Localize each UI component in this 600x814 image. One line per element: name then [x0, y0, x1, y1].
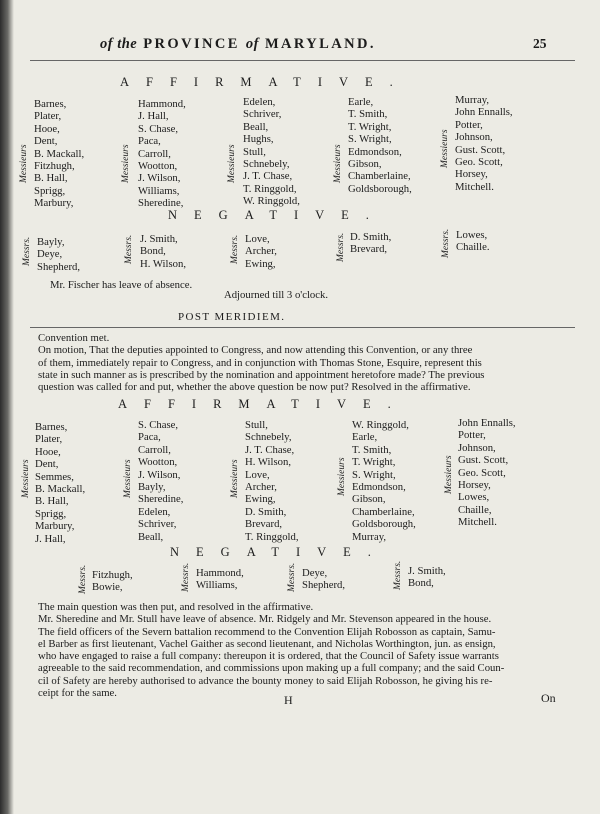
- member-name: Fitzhugh,: [34, 159, 75, 172]
- header-of: of: [245, 36, 259, 52]
- vote1-messrs-5: Messrs.: [441, 228, 451, 258]
- member-name: Plater,: [35, 433, 63, 446]
- member-name: Bowie,: [92, 581, 123, 594]
- member-name: Hooe,: [35, 445, 61, 458]
- member-name: Williams,: [138, 184, 180, 197]
- member-name: T. Smith,: [348, 108, 388, 121]
- member-name: Horsey,: [458, 478, 491, 491]
- member-name: Bayly,: [138, 480, 166, 493]
- member-name: Chamberlaine,: [348, 170, 411, 183]
- member-name: T. Wright,: [348, 120, 392, 133]
- member-name: Love,: [245, 468, 270, 481]
- text-line: Mr. Sheredine and Mr. Stull have leave of absence. Mr. Ridgely and Mr. Stevenson appeared in the house.: [38, 613, 492, 626]
- vote2-messrs-3: Messrs.: [287, 562, 297, 592]
- vote2-affirmative-heading: AFFIRMATIVE.: [118, 397, 408, 411]
- member-name: Sprigg,: [34, 184, 66, 197]
- member-name: S. Chase,: [138, 419, 179, 431]
- member-name: Hughs,: [243, 133, 274, 146]
- member-name: Gibson,: [352, 493, 386, 506]
- member-name: Potter,: [455, 118, 483, 131]
- catchword: On: [541, 691, 556, 705]
- vote2-messrs-1: Messrs.: [78, 564, 88, 594]
- header-place: MARYLAND.: [264, 36, 376, 52]
- member-name: W. Ringgold,: [352, 419, 409, 431]
- vote1-messieurs-2: Messieurs: [121, 144, 131, 183]
- vote1-col-4: [348, 96, 412, 195]
- member-name: Gibson,: [348, 157, 382, 170]
- member-name: Lowes,: [458, 491, 490, 504]
- text-line: state in such manner as is prescribed by the nomination and appointment heretofore made? The previous: [38, 368, 485, 381]
- member-name: S. Chase,: [138, 122, 179, 135]
- absence-note: Mr. Fischer has leave of absence.: [50, 279, 193, 291]
- vote1-messrs-1: Messrs.: [22, 236, 32, 266]
- member-name: Hammond,: [138, 98, 186, 110]
- member-name: T. Smith,: [352, 443, 392, 456]
- vote2-neg-col-3: [302, 567, 345, 592]
- header-rule: [30, 60, 575, 61]
- member-name: Marbury,: [34, 197, 74, 210]
- member-name: B. Mackall,: [34, 147, 85, 160]
- vote1-col-5: [455, 94, 513, 193]
- vote2-messieurs-1: Messieurs: [21, 459, 31, 498]
- page-spine-shadow: [0, 0, 14, 814]
- member-name: Sheredine,: [138, 493, 184, 506]
- member-name: H. Wilson,: [140, 257, 186, 270]
- member-name: B. Mackall,: [35, 482, 86, 495]
- member-name: J. T. Chase,: [243, 170, 293, 183]
- member-name: Brevard,: [350, 243, 388, 256]
- member-name: Edmondson,: [352, 480, 406, 493]
- member-name: Gust. Scott,: [455, 143, 506, 156]
- vote1-messrs-2: Messrs.: [124, 234, 134, 264]
- text-line: el Barber as first lieutenant, Vachel Gaither as second lieutenant, and Nicholas Worthington, jun. as ensign,: [38, 637, 496, 650]
- text-line: Convention met.: [38, 332, 110, 344]
- member-name: Semmes,: [35, 470, 74, 483]
- vote1-messieurs-3: Messieurs: [227, 144, 237, 183]
- member-name: D. Smith,: [350, 231, 392, 243]
- post-meridiem-rule: [30, 327, 575, 328]
- vote2-col-3: [245, 419, 299, 543]
- vote1-messrs-3: Messrs.: [230, 234, 240, 264]
- member-name: Geo. Scott,: [458, 466, 506, 479]
- member-name: J. Smith,: [140, 233, 178, 245]
- vote2-neg-col-2: [196, 567, 244, 592]
- vote2-messieurs-2: Messieurs: [123, 459, 133, 498]
- member-name: T. Ringgold,: [245, 530, 299, 543]
- member-name: Johnson,: [458, 441, 496, 454]
- member-name: J. Smith,: [408, 565, 446, 577]
- vote1-col-3: [243, 96, 300, 208]
- member-name: Carroll,: [138, 147, 171, 160]
- post-meridiem-heading: POST MERIDIEM.: [178, 311, 286, 323]
- member-name: S. Wright,: [348, 133, 392, 146]
- member-name: Goldsborough,: [352, 518, 416, 531]
- member-name: Edelen,: [138, 505, 171, 518]
- member-name: Potter,: [458, 429, 486, 442]
- vote2-messieurs-5: Messieurs: [444, 455, 454, 494]
- vote2-negative-heading: NEGATIVE.: [170, 545, 388, 559]
- member-name: Beall,: [138, 530, 164, 543]
- member-name: D. Smith,: [245, 505, 287, 518]
- vote2-neg-col-1: [92, 569, 133, 594]
- member-name: J. T. Chase,: [245, 443, 295, 456]
- member-name: Paca,: [138, 135, 161, 148]
- member-name: Earle,: [352, 431, 378, 444]
- member-name: Beall,: [243, 120, 269, 133]
- member-name: Sprigg,: [35, 507, 67, 520]
- running-header: [100, 36, 376, 53]
- member-name: Bond,: [408, 577, 434, 590]
- member-name: Ewing,: [245, 257, 276, 270]
- member-name: J. Hall,: [138, 110, 169, 123]
- member-name: T. Wright,: [352, 456, 396, 469]
- member-name: Brevard,: [245, 518, 283, 531]
- member-name: Archer,: [245, 480, 277, 493]
- vote2-neg-col-4: [408, 565, 446, 590]
- vote1-messieurs-1: Messieurs: [19, 144, 29, 183]
- vote1-neg-col-5: [456, 229, 490, 254]
- member-name: Gust. Scott,: [458, 454, 509, 467]
- member-name: Edmondson,: [348, 145, 402, 158]
- member-name: Ewing,: [245, 493, 276, 506]
- member-name: Horsey,: [455, 168, 488, 181]
- vote2-col-5: [458, 417, 516, 529]
- member-name: T. Ringgold,: [243, 182, 297, 195]
- header-main: PROVINCE: [143, 36, 240, 52]
- paragraph-convention: [38, 332, 484, 393]
- member-name: Williams,: [196, 579, 238, 592]
- member-name: W. Ringgold,: [243, 195, 300, 208]
- vote2-messrs-4: Messrs.: [393, 560, 403, 590]
- member-name: Dent,: [34, 135, 58, 148]
- text-line: ceipt for the same.: [38, 687, 117, 700]
- member-name: Barnes,: [34, 98, 67, 110]
- member-name: Lowes,: [456, 229, 488, 241]
- member-name: Chamberlaine,: [352, 505, 415, 518]
- member-name: Bayly,: [37, 236, 65, 248]
- vote1-messieurs-4: Messieurs: [333, 144, 343, 183]
- vote1-neg-col-3: [245, 233, 277, 270]
- vote1-neg-col-2: [140, 233, 186, 270]
- member-name: Edelen,: [243, 96, 276, 108]
- vote1-messieurs-5: Messieurs: [440, 129, 450, 168]
- vote1-messrs-4: Messrs.: [336, 232, 346, 262]
- member-name: Mitchell.: [458, 516, 497, 529]
- member-name: Murray,: [352, 530, 387, 543]
- member-name: Goldsborough,: [348, 182, 412, 195]
- member-name: Stull,: [243, 145, 266, 158]
- member-name: Geo. Scott,: [455, 155, 503, 168]
- member-name: Hooe,: [34, 122, 60, 135]
- member-name: Shepherd,: [37, 260, 81, 273]
- member-name: Fitzhugh,: [92, 569, 133, 581]
- member-name: Deye,: [37, 248, 63, 261]
- member-name: Schriver,: [243, 108, 282, 121]
- vote1-neg-col-4: [350, 231, 391, 256]
- vote2-messieurs-4: Messieurs: [337, 457, 347, 496]
- paragraph-convention-lines: [38, 332, 484, 393]
- vote2-messieurs-3: Messieurs: [230, 459, 240, 498]
- header-prefix: of the: [100, 36, 138, 52]
- member-name: Love,: [245, 233, 270, 245]
- text-line: who have engaged to raise a full company: thereupon it is ordered, that the Council of Safety issue warrants: [38, 650, 499, 663]
- page-number: 25: [533, 36, 547, 51]
- vote2-col-1: [35, 421, 85, 545]
- text-line: The field officers of the Severn battalion recommend to the Convention Elijah Robosson as captain, Samu-: [38, 625, 496, 638]
- vote2-col-4: [352, 419, 416, 543]
- member-name: Dent,: [35, 458, 59, 471]
- vote1-col-2: [138, 98, 186, 210]
- member-name: Sheredine,: [138, 197, 184, 210]
- paragraph-resolutions: [38, 601, 504, 699]
- text-line: question was called for and put, whether the above question be now put? Resolved in the affirmative.: [38, 381, 471, 394]
- member-name: Barnes,: [35, 421, 68, 433]
- member-name: B. Hall,: [35, 495, 69, 508]
- member-name: Shepherd,: [302, 579, 346, 592]
- vote1-negative-heading: NEGATIVE.: [168, 208, 386, 222]
- member-name: J. Wilson,: [138, 468, 181, 481]
- paragraph-resolutions-lines: [38, 601, 504, 699]
- text-line: of them, immediately repair to Congress, and in conjunction with Thomas Stone, Esquire, represent this: [38, 356, 482, 369]
- member-name: H. Wilson,: [245, 456, 291, 469]
- adjourned-note: Adjourned till 3 o'clock.: [224, 289, 329, 301]
- member-name: J. Hall,: [35, 532, 66, 545]
- member-name: Stull,: [245, 419, 268, 431]
- member-name: Marbury,: [35, 520, 75, 533]
- member-name: Hammond,: [196, 567, 244, 579]
- member-name: John Ennalls,: [458, 417, 516, 429]
- vote2-col-2: [138, 419, 183, 543]
- member-name: Deye,: [302, 567, 328, 579]
- text-line: agreeable to the said recommendation, and commissions upon making up a full company; and the said Coun-: [38, 662, 505, 675]
- vote1-neg-col-1: [37, 236, 80, 273]
- member-name: Paca,: [138, 431, 161, 444]
- text-line: cil of Safety are hereby authorised to advance the bounty money to said Elijah Robosson, he giving his re-: [38, 674, 493, 687]
- vote2-messrs-2: Messrs.: [181, 562, 191, 592]
- member-name: Wootton,: [138, 159, 178, 172]
- member-name: Plater,: [34, 110, 62, 123]
- member-name: Bond,: [140, 245, 166, 258]
- member-name: Schriver,: [138, 518, 177, 531]
- member-name: Earle,: [348, 96, 374, 108]
- member-name: Wootton,: [138, 456, 178, 469]
- vote1-col-1: [34, 98, 84, 210]
- member-name: J. Wilson,: [138, 172, 181, 185]
- member-name: Mitchell.: [455, 180, 494, 193]
- vote1-affirmative-heading: AFFIRMATIVE.: [120, 75, 410, 89]
- signature-mark: H: [284, 693, 293, 707]
- member-name: Schnebely,: [243, 157, 290, 170]
- text-line: On motion, That the deputies appointed to Congress, and now attending this Convention, or any three: [38, 344, 473, 357]
- member-name: Carroll,: [138, 443, 171, 456]
- member-name: Archer,: [245, 245, 277, 258]
- member-name: Schnebely,: [245, 431, 292, 444]
- text-line: The main question was then put, and resolved in the affirmative.: [38, 601, 314, 613]
- member-name: S. Wright,: [352, 468, 396, 481]
- member-name: Murray,: [455, 94, 490, 106]
- member-name: Chaille,: [458, 503, 492, 516]
- member-name: Johnson,: [455, 131, 493, 144]
- member-name: B. Hall,: [34, 172, 68, 185]
- member-name: John Ennalls,: [455, 106, 513, 119]
- member-name: Chaille.: [456, 241, 490, 254]
